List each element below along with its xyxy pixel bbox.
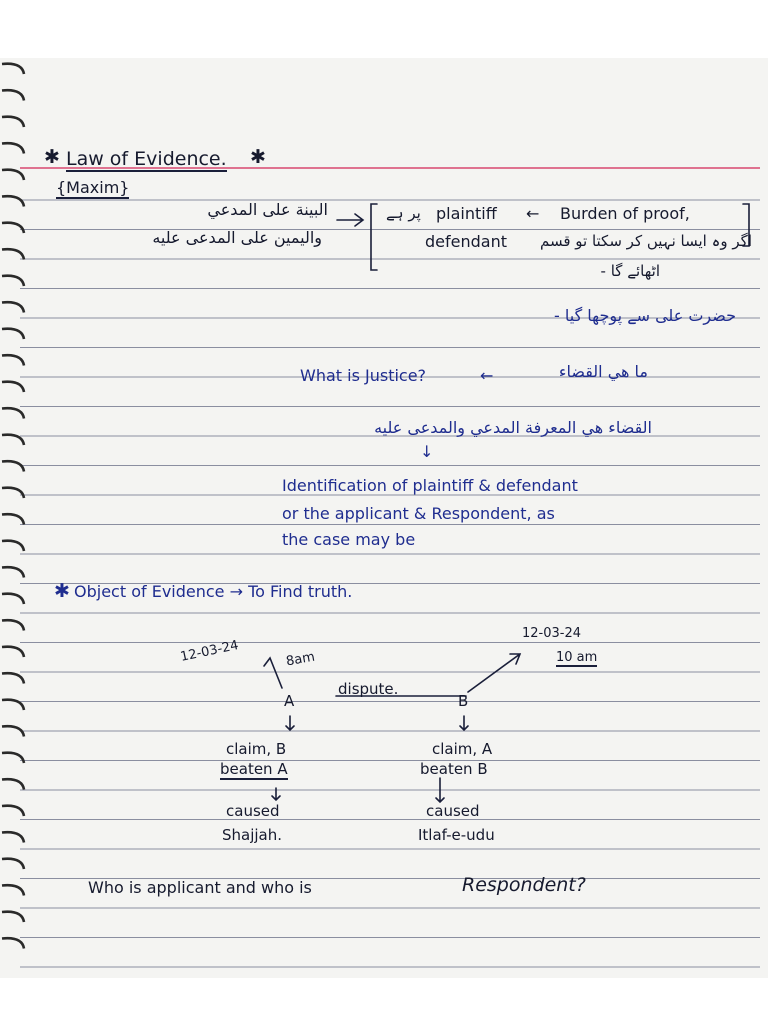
burden-urdu-line1: پر ہے: [386, 204, 421, 222]
spiral-ring: [2, 673, 24, 683]
spiral-ring: [2, 170, 24, 180]
spiral-ring: [2, 806, 24, 816]
justice-question: What is Justice?: [300, 366, 427, 385]
closing-respondent: Respondent?: [462, 874, 586, 896]
page-title: Law of Evidence.: [66, 148, 227, 170]
spiral-ring: [2, 302, 24, 312]
right-beaten: beaten B: [420, 760, 488, 778]
party-a: A: [284, 692, 295, 710]
right-time: 10 am: [556, 650, 598, 665]
title-star-left: ✱: [44, 146, 60, 168]
spiral-ring: [2, 488, 24, 498]
spiral-ring: [2, 726, 24, 736]
spiral-ring: [2, 249, 24, 259]
spiral-ring: [2, 435, 24, 445]
right-caused: caused: [426, 802, 480, 820]
burden-defendant: defendant: [425, 232, 507, 251]
maxim-arabic-line1: البينة على المدعي: [207, 200, 328, 219]
left-date: 12-03-24: [179, 638, 240, 665]
spiral-ring: [2, 938, 24, 948]
burden-urdu-line3: اٹھائے گا -: [600, 262, 660, 280]
spiral-ring: [2, 64, 24, 74]
spiral-ring: [2, 753, 24, 763]
spiral-ring: [2, 567, 24, 577]
title-star-right: ✱: [250, 146, 266, 168]
justice-arabic: ما هي القضاء: [558, 362, 648, 381]
spiral-ring: [2, 779, 24, 789]
identification-line3: the case may be: [282, 530, 416, 549]
object-of-evidence: Object of Evidence → To Find truth.: [74, 582, 353, 601]
spiral-ring: [2, 885, 24, 895]
spiral-ring: [2, 90, 24, 100]
closing-question: Who is applicant and who is: [88, 878, 312, 897]
left-injury: Shajjah.: [222, 826, 283, 844]
spiral-ring: [2, 461, 24, 471]
spiral-ring: [2, 541, 24, 551]
party-b: B: [458, 692, 469, 710]
left-beaten: beaten A: [220, 760, 288, 778]
spiral-ring: [2, 329, 24, 339]
spiral-ring: [2, 223, 24, 233]
right-claim: claim, A: [432, 740, 493, 758]
spiral-ring: [2, 117, 24, 127]
dispute-label: dispute.: [338, 680, 399, 698]
spiral-ring: [2, 647, 24, 657]
maxim-arabic-line2: واليمين على المدعى عليه: [152, 228, 322, 247]
spiral-ring: [2, 594, 24, 604]
object-star: ✱: [54, 580, 70, 602]
burden-urdu-line2: اگر وہ ایسا نہیں کر سکتا تو قسم: [539, 232, 752, 250]
down-arrow-definition: ↓: [420, 442, 434, 461]
spiral-ring: [2, 196, 24, 206]
spiral-binding: [0, 58, 40, 978]
left-caused: caused: [226, 802, 280, 820]
spiral-ring: [2, 276, 24, 286]
identification-line2: or the applicant & Respondent, as: [282, 504, 555, 523]
spiral-ring: [2, 912, 24, 922]
left-time: 8am: [284, 649, 316, 670]
spiral-ring: [2, 355, 24, 365]
burden-of-proof: Burden of proof,: [560, 204, 690, 223]
identification-line1: Identification of plaintiff & defendant: [282, 476, 578, 495]
spiral-ring: [2, 620, 24, 630]
right-date: 12-03-24: [522, 626, 582, 641]
spiral-ring: [2, 700, 24, 710]
spiral-ring: [2, 859, 24, 869]
qada-definition: القضاء هي المعرفة المدعي والمدعى عليه: [374, 418, 652, 437]
spiral-ring: [2, 408, 24, 418]
left-claim: claim, B: [226, 740, 287, 758]
spiral-ring: [2, 832, 24, 842]
right-injury: Itlaf-e-udu: [418, 826, 495, 844]
spiral-ring: [2, 382, 24, 392]
spiral-ring: [2, 143, 24, 153]
hazrat-ali-line: حضرت علی سے پوچھا گیا -: [554, 306, 736, 325]
maxim-label: {Maxim}: [56, 178, 130, 197]
justice-arrow: ←: [480, 366, 494, 385]
spiral-ring: [2, 514, 24, 524]
burden-plaintiff: plaintiff: [436, 204, 497, 223]
burden-arrow: ←: [526, 204, 540, 223]
